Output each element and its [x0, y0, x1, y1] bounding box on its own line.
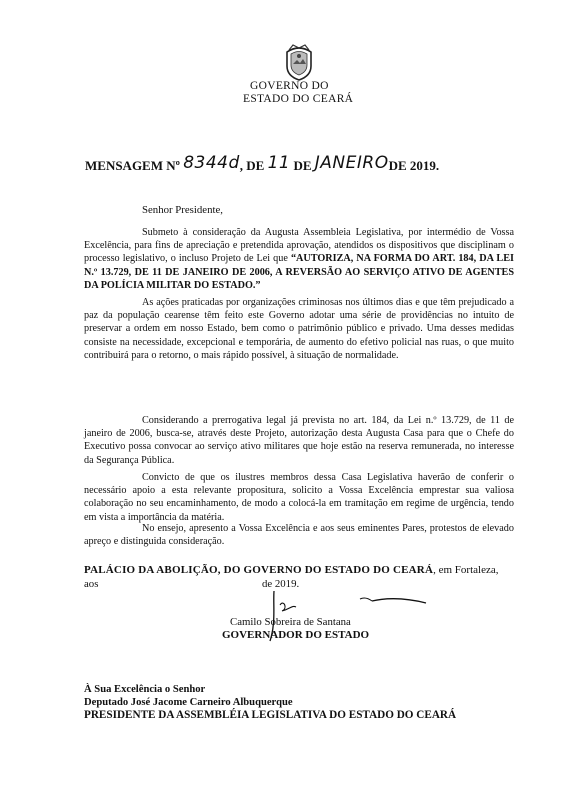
paragraph-2: As ações praticadas por organizações criminosas nos últimos dias e que têm prejudicado a paz da população cearense têm feito este Governo adotar uma série de providências no intuito de preservar a ordem em nosso Estado, bem como o patrimônio público e privado. Uma desses medidas consiste na necessidade, excepcional e temporária, de aumento do efetivo policial nas ruas, o que muito contribuirá para o retorno, o mais rápido possível, à situação de normalidade.: [84, 297, 514, 361]
closing-year: de 2019.: [262, 578, 300, 590]
closing-place: [84, 563, 514, 577]
paragraph-4: Convicto de que os ilustres membros dessa Casa Legislativa haverão de conferir o necessário apoio a esta relevante propositura, solicito a Vossa Excelência emprestar sua valiosa colaboração no seu encaminhamento, de modo a colocá-la em tramitação em regime de urgência, tendo em vista a importância da matéria.: [84, 472, 514, 523]
handwritten-month: JANEIRO: [314, 153, 389, 173]
message-de-2: DE: [293, 158, 312, 173]
paragraph-3: Considerando a prerrogativa legal já prevista no art. 184, da Lei n.º 13.729, de 11 de janeiro de 2006, busca-se, através deste Projeto, autorização desta Augusta Casa para que o Chefe do Executivo possa convocar ao serviço ativo militares que hoje estão na reserva remunerada, no interesse da Segurança Pública.: [84, 415, 514, 466]
addressee-line-1: À Sua Excelência o Senhor: [84, 684, 206, 695]
signatory-name: Camilo Sobreira de Santana: [230, 616, 351, 628]
closing-aos: aos: [84, 578, 99, 590]
addressee-line-2: Deputado José Jacome Carneiro Albuquerque: [84, 697, 293, 708]
message-year: DE 2019.: [388, 158, 440, 173]
closing-place-rest: , em Fortaleza,: [433, 564, 499, 576]
paragraph-5: No ensejo, apresento a Vossa Excelência e aos seus eminentes Pares, protestos de elevado apreço e distinguida consideração.: [84, 523, 514, 548]
bill-title: “AUTORIZA, NA FORMA DO ART. 184, DA LEI N.º 13.729, DE 11 DE JANEIRO DE 2006, A REVERSÃO AO SERVIÇO ATIVO DE AGENTES DA POLÍCIA MILITAR DO ESTADO.”: [84, 253, 514, 291]
handwritten-message-number: 8344d: [183, 153, 240, 173]
signatory-title: GOVERNADOR DO ESTADO: [222, 629, 370, 641]
paragraph-1-text: Submeto à consideração da Augusta Assembleia Legislativa, por intermédio de Vossa Excelência, para fins de apreciação e pretendida aprovação, atendidos os dispositivos que disciplinam o processo legislativo, o incluso Projeto de Lei que: [84, 227, 514, 265]
salutation: Senhor Presidente,: [142, 204, 223, 216]
handwritten-day: 11: [267, 153, 291, 173]
message-prefix: MENSAGEM Nº: [85, 158, 180, 173]
ceara-state-crest-icon: [283, 42, 315, 82]
paragraph-1: [84, 226, 514, 292]
addressee-line-3: PRESIDENTE DA ASSEMBLÉIA LEGISLATIVA DO ESTADO DO CEARÁ: [84, 709, 457, 721]
message-de-1: , DE: [239, 158, 265, 173]
header-governo: GOVERNO DO: [250, 80, 329, 92]
message-number-line: [85, 155, 439, 175]
header-estado: ESTADO DO CEARÁ: [243, 93, 354, 105]
palace-name: PALÁCIO DA ABOLIÇÃO, DO GOVERNO DO ESTADO DO CEARÁ: [84, 564, 434, 576]
